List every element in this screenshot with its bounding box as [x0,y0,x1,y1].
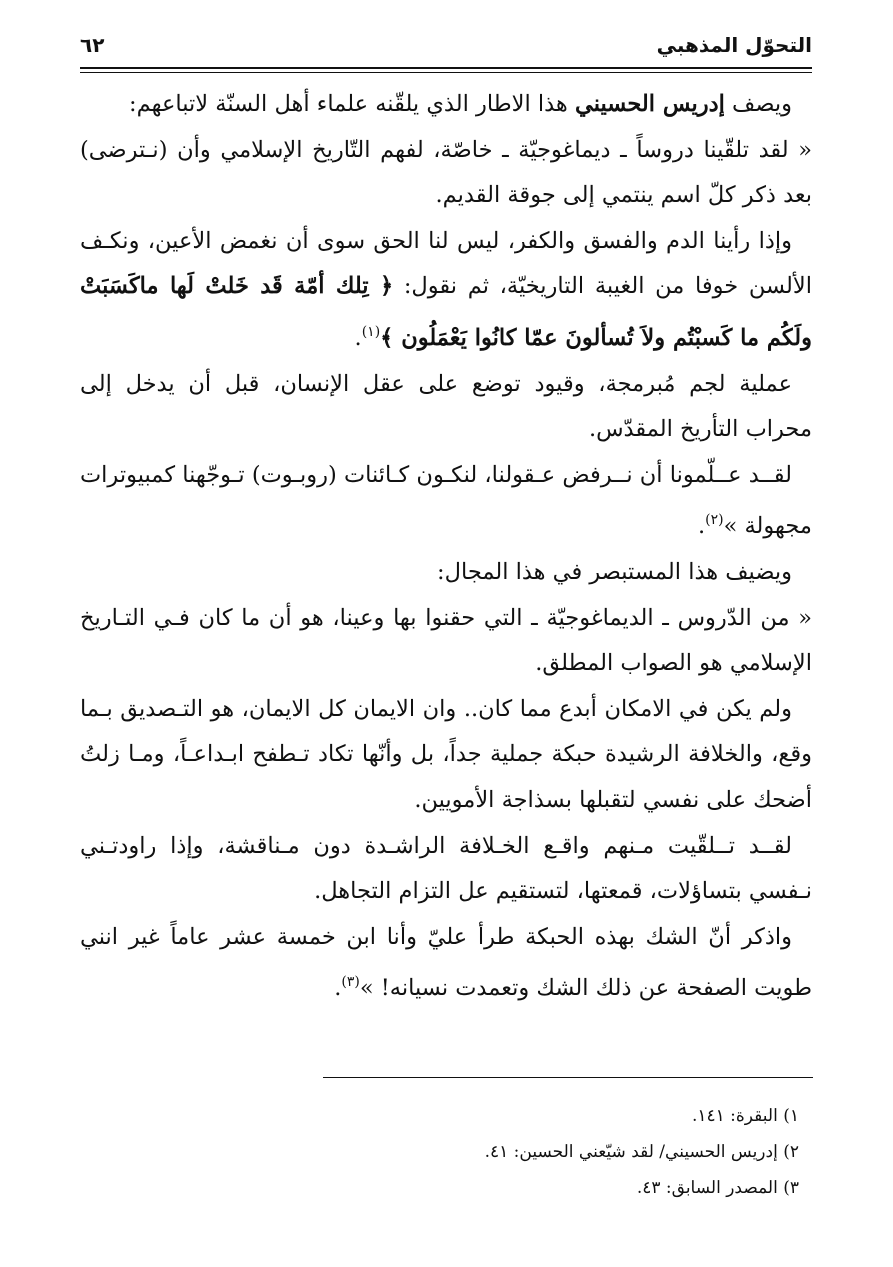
paragraph-10-text: واذكر أنّ الشك بهذه الحبكة طرأ عليّ وأنا ابن خمسة عشر عاماً غير انني طويت الصفحة عن ذلك الشك وتعمدت نسيانه! » [80,923,812,1002]
header-rule [80,67,812,69]
author-name: إدريس الحسيني [574,91,725,117]
paragraph-6 [80,550,812,596]
paragraph-3 [80,219,812,362]
paragraph-5-end: . [697,513,706,540]
footnote-2: ٢) إدريس الحسيني/ لقد شيّعني الحسين: ٤١. [484,1142,799,1162]
paragraph-7 [80,596,812,687]
paragraph-2 [80,128,812,219]
paragraph-1-rest: هذا الاطار الذي يلقّنه علماء أهل السنّة لاتباعهم: [129,91,575,117]
paragraph-4-text: عملية لجم مُبرمجة، وقيود توضع على عقل الإنسان، قبل أن يدخل إلى محراب التأريخ المقدّس. [80,370,812,443]
footnote-separator [323,1077,813,1078]
header-rule-thin [80,72,812,73]
footnote-3: ٣) المصدر السابق: ٤٣. [636,1178,799,1198]
footnote-1: ١) البقرة: ١٤١. [691,1106,799,1126]
paragraph-10 [80,915,812,1012]
paragraph-5 [80,453,812,550]
paragraph-1-lead: ويصف [724,91,792,117]
running-header [80,30,812,66]
paragraph-9 [80,824,812,915]
footnotes [81,1098,813,1206]
paragraph-9-text: لقــد تــلقّيت مـنهم واقـع الخـلافة الراشـدة دون مـناقشة، وإذا راودتـني نـفسي بتساؤلات، قمعتها، لتستقيم عل التزام التجاهل. [80,832,812,905]
footnote-ref-1: (١) [361,323,381,340]
paragraph-6-text: ويضيف هذا المستبصر في هذا المجال: [437,558,792,585]
paragraph-3-end: . [354,324,362,351]
running-header-title: التحوّل المذهبي [656,33,812,57]
footnote-ref-3: (٣) [341,974,360,991]
paragraph-8 [80,687,812,824]
quran-verse: ﴿ تِلك أمّة قَد خَلتْ لَها ماكَسَبَتْ ولَكُم ما كَسبْتُم ولاَ تُسألونَ عمّا كانُوا يَعْمَلُون ﴾ [80,273,812,351]
paragraph-8-text: ولم يكن في الامكان أبدع مما كان.. وان الايمان كل الايمان، هو التـصديق بـما وقع، والخلافة الرشيدة حبكة جملية جداً، بل وأنّها تكاد تـطفح ابـداعـاً، ومـا زلتُ أضحك على نفسي لتقبلها بسذاجة الأمويين. [80,695,812,813]
paragraph-3-lead: وإذا رأينا الدم والفسق والكفر، ليس لنا الحق سوى أن نغمض الأعين، ونكـف الألسن خوفا من الغيبة التاريخيّة، ثم نقول: [80,227,812,300]
paragraph-5-text: لقــد عــلّمونا أن نــرفض عـقولنا، لنكـون كـائنات (روبـوت) تـوجّهنا كمبيوترات مجهولة » [80,461,812,540]
paragraph-4 [80,362,812,453]
paragraph-2-text: « لقد تلقّينا دروساً ـ ديماغوجيّة ـ خاصّة، لفهم التّاريخ الإسلامي وأن (نـترضى) بعد ذكر كلّ اسم ينتمي إلى جوقة القديم. [80,136,812,209]
page-number: ٦٢ [80,33,105,57]
paragraph-1 [80,82,812,128]
footnote-ref-2: (٢) [705,512,724,529]
paragraph-7-text: « من الدّروس ـ الديماغوجيّة ـ التي حقنوا بها وعينا، هو أن ما كان فـي التـاريخ الإسلامي هو الصواب المطلق. [80,604,812,677]
body-text [80,82,812,1012]
paragraph-10-end: . [334,975,342,1002]
